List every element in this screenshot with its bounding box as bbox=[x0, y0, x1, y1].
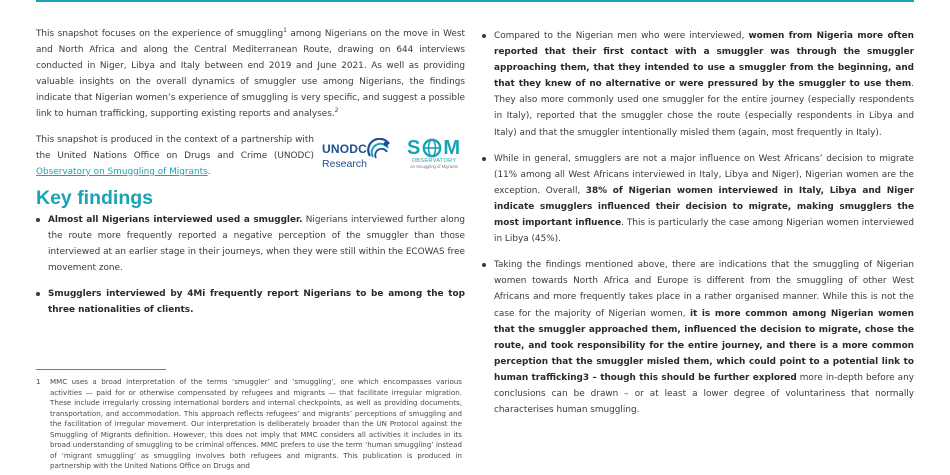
right-1-bold: women from Nigeria more often reported that their first contact with a smuggler was through the smuggler approaching them, that they intended to use a smuggler from the beginning, and that they knew of no alternative or were pressured by the smuggler to use them bbox=[494, 31, 914, 90]
list-item bbox=[482, 257, 914, 418]
unodc-research-logo bbox=[322, 138, 393, 170]
som-logo-m: M bbox=[443, 137, 461, 160]
top-rule bbox=[36, 0, 914, 2]
left-column bbox=[36, 26, 465, 328]
footnote-text: MMC uses a broad interpretation of the terms ‘smuggler’ and ‘smuggling’, one which encompasses various activities — paid for or otherwise compensated by refugees and migrants — that facilitate irregular migration. These include irregularly crossing international borders and internal checkpoints, as well as providing documents, transportation, and accommodation. This approach reflects refugees’ and migrants’ perceptions of smuggling and the facilitation of irregular movement. Our interpretation is deliberately broader than the UN Protocol against the Smuggling of Migrants definition. However, this does not imply that MMC considers all activities it includes in its broad understanding of smuggling to be criminal offences. MMC prefers to use the term ‘human smuggling’ instead of ‘migrant smuggling’ as smuggling involves both refugees and migrants. This publication is produced in partnership with the United Nations Office on Drugs and bbox=[50, 377, 462, 470]
right-1-text-b: . They also more commonly used one smuggler for the entire journey (especially respondents in Italy), reported that the smuggler chose the route (especially respondents in Libya and Italy) and that the smuggler intentionally misled them (again, most frequently in Italy). bbox=[494, 79, 914, 138]
right-2-text-a: While in general, smugglers are not a major influence on West Africans’ decision to migrate (11% among all West Africans interviewed in Italy, Libya and Niger), Nigerian women are the exception. Overall, bbox=[494, 153, 914, 196]
finding-1-text: Nigerians interviewed further along the route more frequently reported a negative perception of the smuggler than those interviewed at an earlier stage in their journeys, when they were still within the ECOWAS free movement zone. bbox=[48, 214, 465, 273]
right-3-bold: it is more common among Nigerian women that the smuggler approached them, influenced the decision to migrate, chose the route, and took responsibility for the entire journey, and there is a more common perception that the smuggler misled them, which could point to a potential link to human trafficking3 – though this should be further explored bbox=[494, 308, 914, 383]
list-item bbox=[482, 28, 914, 141]
observatory-link[interactable]: Observatory on Smuggling of Migrants bbox=[36, 166, 208, 177]
list-item bbox=[482, 151, 914, 248]
footnote-ref-1[interactable]: 1 bbox=[283, 27, 287, 35]
list-item bbox=[36, 212, 465, 276]
partnership-text-end: . bbox=[207, 166, 211, 177]
intro-text-a: This snapshot focuses on the experience of smuggling bbox=[36, 29, 284, 39]
list-item bbox=[36, 286, 465, 318]
finding-1-bold: Almost all Nigerians interviewed used a smuggler. bbox=[48, 214, 303, 225]
intro-paragraph bbox=[36, 26, 465, 123]
right-2-bold: 38% of Nigerian women interviewed in Italy, Libya and Niger indicate smugglers influenced their decision to migrate, making smugglers the most important influence bbox=[494, 185, 914, 229]
key-findings-list bbox=[36, 212, 465, 319]
footnote-rule bbox=[36, 369, 166, 370]
som-globe-icon bbox=[422, 138, 442, 158]
intro-text-b: among Nigerians on the move in West and North Africa and along the Central Mediterranean Route, drawing on 644 interviews conducted in Niger, Libya and Italy between end 2019 and June 2021. As well as providing valuable insights on the overall dynamics of smuggler use among Nigerians, the findings indicate that Nigerian women’s experience of smuggling is very specific, and suggest a possible link to human trafficking, supporting existing reports and analyses. bbox=[36, 29, 466, 120]
right-3-text-a: Taking the findings mentioned above, there are indications that the smuggling of Nigerian women towards North Africa and Europe is different from the smuggling of other West Africans and more frequently takes place in a rather organised manner. While this is not the case for the majority of Nigerian women, bbox=[494, 260, 914, 319]
unodc-globe-icon bbox=[367, 138, 393, 160]
footnote-number: 1 bbox=[36, 377, 41, 386]
som-logo-s: S bbox=[406, 137, 422, 160]
right-2-text-b: . This is particularly the case among Nigerian women interviewed in Libya (45%). bbox=[494, 218, 915, 245]
som-logo-mark bbox=[407, 138, 461, 158]
footnote bbox=[36, 377, 462, 472]
partnership-row bbox=[36, 132, 465, 180]
finding-2-bold: Smugglers interviewed by 4Mi frequently report Nigerians to be among the top three nationalities of clients. bbox=[48, 288, 465, 316]
right-column bbox=[482, 26, 914, 428]
key-findings-heading: Key findings bbox=[36, 186, 154, 209]
partnership-text: This snapshot is produced in the context of a partnership with the United Nations Office on Drugs and Crime (UNODC) bbox=[36, 134, 314, 161]
unodc-logo-name: UNODC bbox=[321, 141, 367, 156]
right-1-text-a: Compared to the Nigerian men who were interviewed, bbox=[494, 31, 749, 41]
partner-logos bbox=[322, 138, 461, 170]
som-logo-line2: on Smuggling of Migrants bbox=[410, 164, 458, 170]
som-observatory-logo bbox=[407, 138, 461, 169]
unodc-logo-sub: Research bbox=[321, 157, 367, 170]
partnership-paragraph bbox=[36, 132, 314, 180]
right-3-text-b: more in-depth before any conclusions can be drawn – or at least a lower degree of voluntariness that normally characterises human smuggling. bbox=[494, 372, 914, 416]
findings-list-right bbox=[482, 28, 914, 418]
som-logo-line1: OBSERVATORY bbox=[411, 158, 457, 165]
footnote-ref-2[interactable]: 2 bbox=[334, 107, 339, 115]
